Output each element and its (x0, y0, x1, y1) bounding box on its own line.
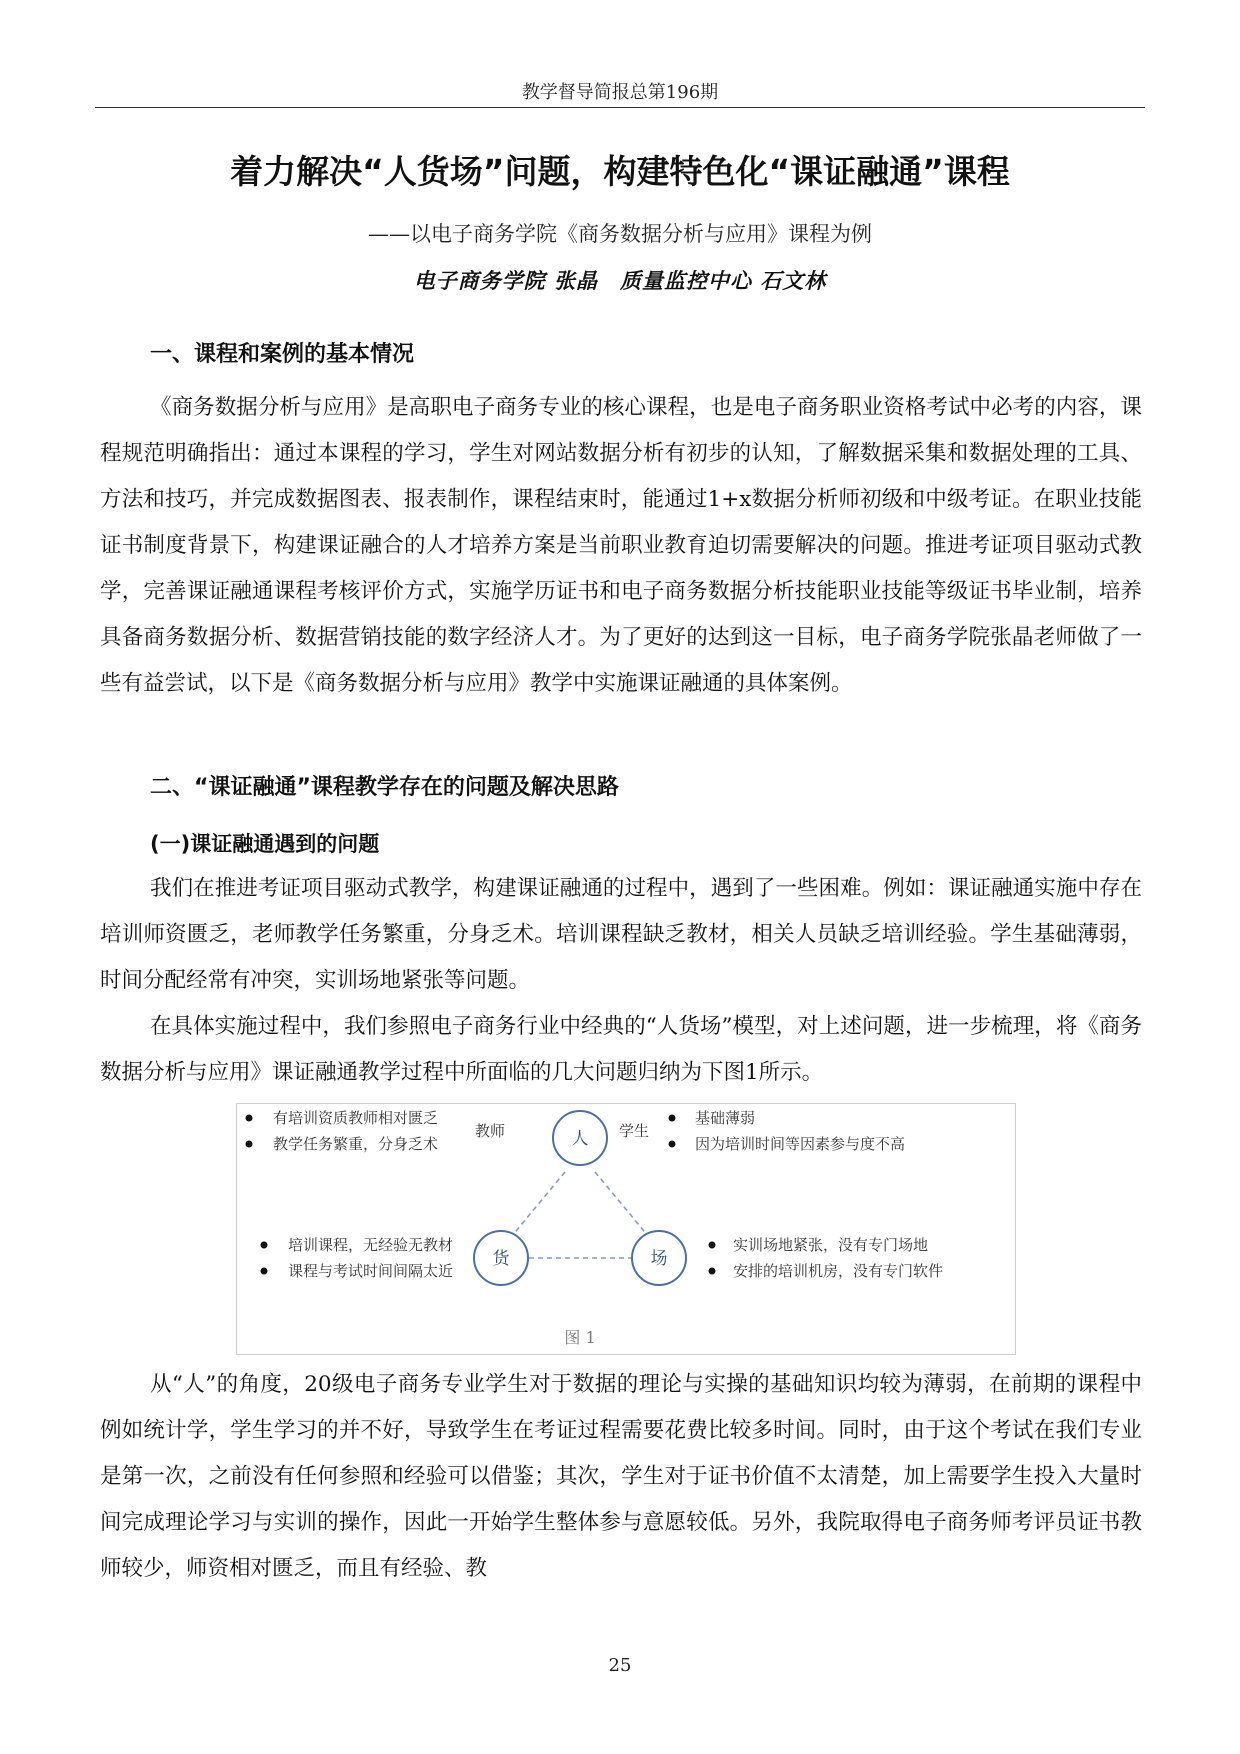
section-2-paragraph-3: 从“人”的角度，20级电子商务专业学生对于数据的理论与实操的基础知识均较为薄弱，在前期的课程中例如统计学，学生学习的并不好，导致学生在考证过程需要花费比较多时间。同时，由于这个考试在我们专业是第一次，之前没有任何参照和经验可以借鉴；其次，学生对于证书价值不太清楚，加上需要学生投入大量时间完成理论学习与实训的操作，因此一开始学生整体参与意愿较低。另外，我院取得电子商务师考评员证书教师较少，师资相对匮乏，而且有经验、教 (100, 1372, 1142, 1581)
bullet-dot (669, 1141, 676, 1148)
section-2-paragraph-1: 我们在推进考证项目驱动式教学，构建课证融通的过程中，遇到了一些困难。例如：课证融通实施中存在培训师资匮乏，老师教学任务繁重，分身乏术。培训课程缺乏教材，相关人员缺乏培训经验。学生基础薄弱，时间分配经常有冲突，实训场地紧张等问题。 (100, 876, 1142, 993)
teacher-point-2: 教学任务繁重，分身乏术 (273, 1135, 439, 1153)
place-point-1: 实训场地紧张，没有专门场地 (733, 1236, 929, 1254)
label-teacher: 教师 (475, 1122, 506, 1140)
running-header: 教学督导简报总第196期 (521, 82, 719, 103)
node-people-label: 人 (571, 1129, 589, 1149)
article-authors: 电子商务学院 张晶 质量监控中心 石文林 (413, 268, 827, 293)
goods-point-1: 培训课程，无经验无教材 (288, 1236, 454, 1254)
section-1-paragraph: 《商务数据分析与应用》是高职电子商务专业的核心课程，也是电子商务职业资格考试中必考的内容，课程规范明确指出：通过本课程的学习，学生对网站数据分析有初步的认知，了解数据采集和数据处理的工具、方法和技巧，并完成数据图表、报表制作，课程结束时，能通过1+x数据分析师初级和中级考证。在职业技能证书制度背景下，构建课证融合的人才培养方案是当前职业教育迫切需要解决的问题。推进考证项目驱动式教学，完善课证融通课程考核评价方式，实施学历证书和电子商务数据分析技能职业技能等级证书毕业制，培养具备商务数据分析、数据营销技能的数字经济人才。为了更好的达到这一目标，电子商务学院张晶老师做了一些有益尝试，以下是《商务数据分析与应用》教学中实施课证融通的具体案例。 (100, 395, 1142, 696)
figure-caption: 图 1 (564, 1328, 596, 1347)
edge-people-goods (511, 1172, 565, 1237)
section-2-paragraph-2: 在具体实施过程中，我们参照电子商务行业中经典的“人货场”模型，对上述问题，进一步梳理，将《商务数据分析与应用》课证融通教学过程中所面临的几大问题归纳为下图1所示。 (100, 1014, 1142, 1085)
section-2-heading: 二、“课证融通”课程教学存在的问题及解决思路 (150, 775, 619, 800)
student-point-1: 基础薄弱 (695, 1109, 756, 1127)
bullet-dot (246, 1115, 253, 1122)
bullet-dot (669, 1115, 676, 1122)
node-place-label: 场 (650, 1249, 668, 1269)
article-subtitle: ——以电子商务学院《商务数据分析与应用》课程为例 (368, 222, 872, 246)
figure-1-ren-huo-chang-diagram (236, 1103, 1016, 1355)
place-point-2: 安排的培训机房，没有专门软件 (733, 1262, 944, 1280)
edge-people-place (595, 1172, 649, 1237)
bullet-dot (261, 1242, 268, 1249)
bullet-dot (709, 1242, 716, 1249)
teacher-point-1: 有培训资质教师相对匮乏 (273, 1109, 439, 1127)
node-goods-label: 货 (492, 1249, 510, 1269)
subsection-1-heading: (一)课证融通遇到的问题 (150, 832, 380, 856)
bullet-dot (246, 1141, 253, 1148)
label-student: 学生 (619, 1122, 650, 1140)
student-point-2: 因为培训时间等因素参与度不高 (695, 1135, 906, 1153)
header-rule (95, 107, 1145, 108)
diagram-canvas (237, 1104, 1015, 1354)
section-1-heading: 一、课程和案例的基本情况 (150, 342, 415, 367)
goods-point-2: 课程与考试时间间隔太近 (288, 1262, 454, 1280)
bullet-dot (261, 1268, 268, 1275)
article-title: 着力解决“人货场”问题，构建特色化“课证融通”课程 (230, 152, 1010, 191)
bullet-dot (709, 1268, 716, 1275)
page-number: 25 (608, 1655, 632, 1676)
